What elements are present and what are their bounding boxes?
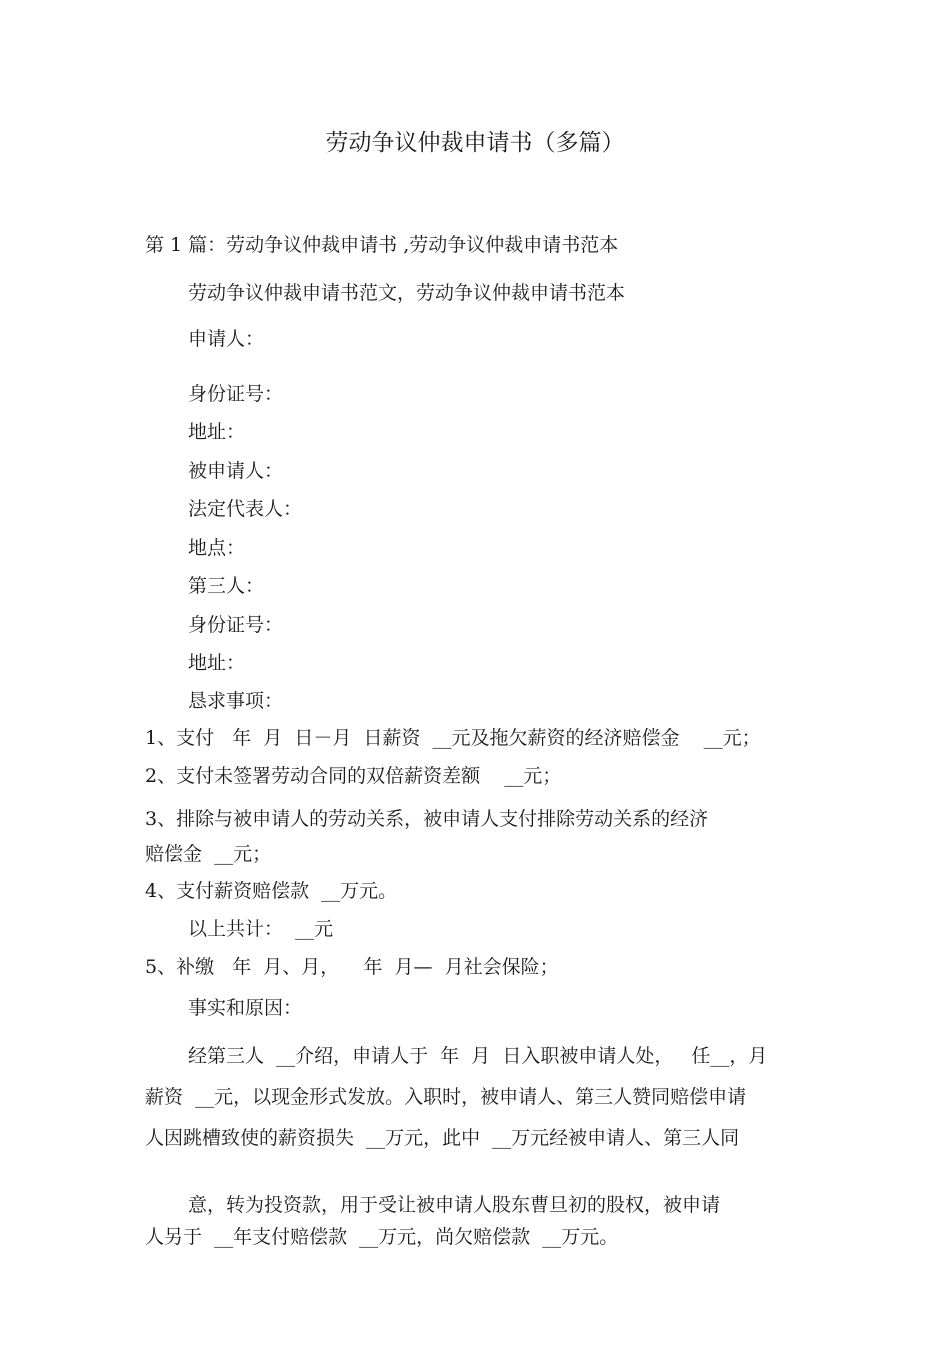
claim-item-3-line-2: 赔偿金 __元； [145,843,272,865]
facts-paragraph-2-line-2: 人另于 __年支付赔偿款 __万元，尚欠赔偿款 __万元。 [145,1226,619,1248]
section-heading: 第 1 篇：劳动争议仲裁申请书 ,劳动争议仲裁申请书范本 [145,234,619,256]
facts-paragraph-2-line-1: 意，转为投资款，用于受让被申请人股东曹旦初的股权，被申请 [188,1194,721,1216]
field-respondent: 被申请人： [188,460,284,482]
field-third-party-id-number: 身份证号： [188,614,284,636]
field-id-number: 身份证号： [188,383,284,405]
field-third-party-address: 地址： [188,652,246,674]
claim-item-3-line-1: 3、排除与被申请人的劳动关系，被申请人支付排除劳动关系的经济 [145,808,709,830]
claim-item-4: 4、支付薪资赔偿款 __万元。 [145,880,398,902]
document-title: 劳动争议仲裁申请书（多篇） [325,130,625,156]
document-subtitle: 劳动争议仲裁申请书范文，劳动争议仲裁申请书范本 [188,282,626,304]
facts-paragraph-1-line-3: 人因跳槽致使的薪资损失 __万元，此中 __万元经被申请人、第三人同 [145,1127,740,1149]
facts-paragraph-1-line-2: 薪资 __元，以现金形式发放。入职时，被申请人、第三人赞同赔偿申请 [145,1086,747,1108]
claim-item-1: 1、支付 年 月 日－月 日薪资 __元及拖欠薪资的经济赔偿金 __元； [145,727,761,749]
claims-heading: 恳求事项： [188,690,284,712]
field-applicant: 申请人： [188,328,265,350]
claims-total: 以上共计： __元 [188,918,334,940]
field-legal-representative: 法定代表人： [188,498,303,520]
field-address: 地址： [188,421,246,443]
facts-paragraph-1-line-1: 经第三人 __介绍，申请人于 年 月 日入职被申请人处， 任__，月 [188,1045,768,1067]
field-location: 地点： [188,537,246,559]
field-third-party: 第三人： [188,575,265,597]
claim-item-5: 5、补缴 年 月、月， 年 月— 月社会保险； [145,956,559,978]
facts-heading: 事实和原因： [188,997,303,1019]
claim-item-2: 2、支付未签署劳动合同的双倍薪资差额 __元； [145,765,562,787]
